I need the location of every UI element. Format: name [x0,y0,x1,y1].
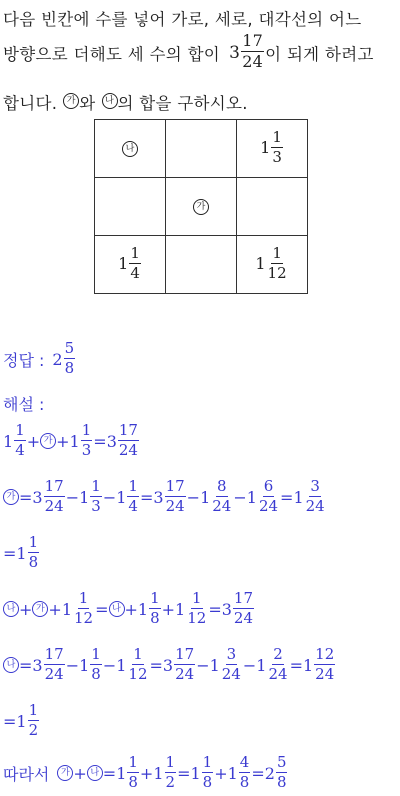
circled-ga-icon: 가 [57,765,73,781]
problem-line-3-mid: 와 [79,94,96,113]
grid-cell-r3c1: 1 $\frac{1}{4}$ [95,236,166,294]
problem-line-2-post: 이 되게 하려고 [265,44,374,64]
solution-line-3: = 1 $\frac{1}{8}$ [3,533,39,571]
grid-cell-r3c2 [166,236,237,294]
solution-label: 해설 : [3,395,45,414]
circled-ga-icon: 가 [193,199,209,215]
circled-na-icon: 나 [109,601,125,617]
problem-line-2-pre: 방향으로 더해도 세 수의 합이 [3,44,221,64]
circled-ga-icon: 가 [32,601,48,617]
solution-line-7: 따라서 가 + 나 = 1 $\frac{1}{8}$ + 1 $\frac{1}{2}$ = 1 $\frac{1}{8}$ + 1 $\frac{4}{8}$ = 2 $\frac{5}{8}$ [3,753,287,791]
circled-na-icon: 나 [102,93,118,109]
problem-line-1: 다음 빈칸에 수를 넣어 가로, 세로, 대각선의 어느 [3,10,362,29]
answer-fraction: $\frac{5}{8}$ [64,339,75,377]
problem-line-2 [3,31,374,71]
grid-cell-r1c3: 1 $\frac{1}{3}$ [237,120,308,178]
answer-label: 정답 : [3,351,45,370]
solution-line-1: 1 $\frac{1}{4}$ + 가 + 1 $\frac{1}{3}$ = 3 $\frac{17}{24}$ [3,421,138,459]
grid-cell-r2c3 [237,178,308,236]
magic-square-grid [94,119,308,294]
circled-ga-icon: 가 [63,93,79,109]
problem-line-3-post: 의 합을 구하시오. [117,94,248,113]
conclusion-label: 따라서 [3,765,50,784]
circled-na-icon: 나 [3,601,19,617]
grid-cell-r1c2 [166,120,237,178]
circled-ga-icon: 가 [40,433,56,449]
circled-na-icon: 나 [3,657,19,673]
grid-cell-r3c3: 1 $\frac{1}{12}$ [237,236,308,294]
problem-line-3-pre: 합니다. [3,94,58,113]
answer-whole: 2 [52,350,63,369]
solution-line-6: = 1 $\frac{1}{2}$ [3,701,39,739]
circled-na-icon: 나 [122,141,138,157]
grid-cell-r2c2 [166,178,237,236]
circled-ga-icon: 가 [3,489,19,505]
answer-line [3,339,76,377]
solution-line-4: 나 + 가 + 1 $\frac{1}{12}$ = 나 + 1 $\frac{1}{8}$ + 1 $\frac{1}{12}$ = 3 $\frac{17}{24}$ [3,592,255,627]
grid-cell-r1c1 [95,120,166,178]
problem-line-3 [3,90,248,114]
problem-target-whole: 3 [229,42,241,63]
solution-line-2: 가 = 3 $\frac{17}{24}$ − 1 $\frac{1}{3}$ − 1 $\frac{1}{4}$ = 3 $\frac{17}{24}$ − 1 $\frac{8}{24}$ − 1 $\frac{6}{24}$ = 1 $\frac{3}{24}$ [3,480,327,515]
circled-na-icon: 나 [87,765,103,781]
problem-target-fraction: $\frac{17}{24}$ [242,31,264,71]
grid-cell-r2c1 [95,178,166,236]
solution-line-5: 나 = 3 $\frac{17}{24}$ − 1 $\frac{1}{8}$ − 1 $\frac{1}{12}$ = 3 $\frac{17}{24}$ − 1 $\frac{3}{24}$ − 1 $\frac{2}{24}$ = 1 $\frac{12}{24}$ [3,648,336,683]
